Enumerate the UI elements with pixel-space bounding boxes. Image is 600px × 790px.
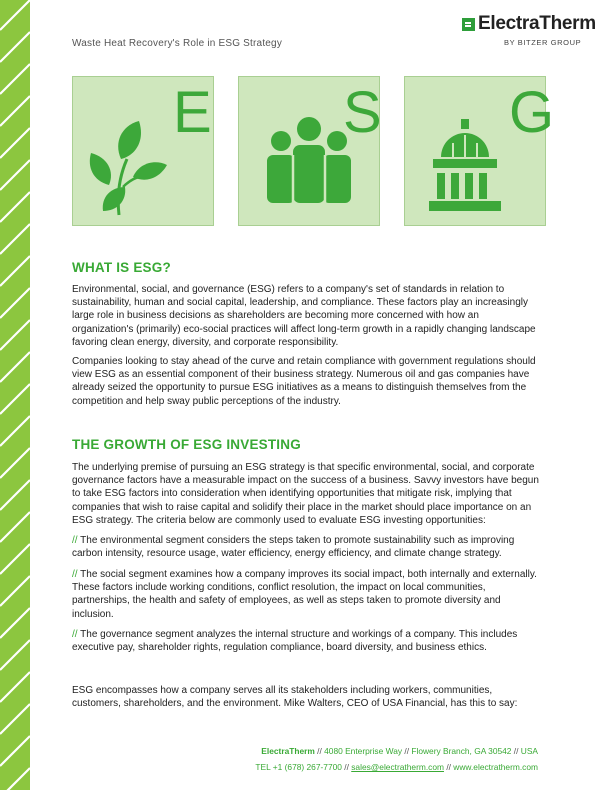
footer-separator: // bbox=[344, 762, 349, 772]
footer-address-line bbox=[261, 746, 538, 756]
environmental-segment-text: The environmental segment considers the steps taken to promote sustainability such as improving carbon intensity, resource usage, water efficiency, energy efficiency, and climate change strategy. bbox=[72, 535, 515, 560]
tile-letter: S bbox=[343, 80, 382, 145]
esg-tile-environmental bbox=[72, 76, 214, 226]
footer-city: Flowery Branch, GA 30542 bbox=[411, 746, 512, 756]
footer-separator: // bbox=[513, 746, 519, 756]
document-header-title: Waste Heat Recovery's Role in ESG Strategy bbox=[72, 38, 283, 49]
paragraph-esg-strategy: Companies looking to stay ahead of the curve and retain compliance with government regulations should view ESG as an essential component of their business strategy. Numerous oil and gas companies have already seized the opportunity to pursue ESG initiatives as a means to distinguish themselves from the competition and help sway public perceptions of the industry. bbox=[72, 356, 536, 407]
footer-country: USA bbox=[520, 746, 538, 756]
footer-contact-line bbox=[255, 762, 538, 772]
slash-marker: // bbox=[72, 629, 78, 640]
slash-marker: // bbox=[72, 535, 78, 546]
paragraph-esg-definition: Environmental, social, and governance (ESG) refers to a company's set of standards in relation to sustainability, human and social capital, leadership, and compliance. These factors play an increasingly large role in business decisions as shareholders are becoming more concerned with how an organization's (primarily) eco-social practices will affect long-term growth in a rapidly changing landscape favoring clean energy, diversity, and corporate responsibility. bbox=[72, 284, 536, 348]
footer-company: ElectraTherm bbox=[261, 746, 315, 756]
electratherm-logo bbox=[462, 13, 598, 52]
footer-address: 4080 Enterprise Way bbox=[324, 746, 403, 756]
footer-separator: // bbox=[446, 762, 451, 772]
decorative-diagonal-stripes bbox=[0, 0, 30, 790]
paragraph-growth-premise: The underlying premise of pursuing an ESG strategy is that specific environmental, social, and corporate governance factors have a measurable impact on the success of a business. Savvy investors have begun to take ESG factors into consideration when identifying opportunities that mitigate risk, implying that companies that wish to raise capital and solidify their place in the market should place importance on an ESG strategy. The criteria below are commonly used to evaluate ESG investing opportunities: bbox=[72, 462, 539, 526]
tile-letter: G bbox=[509, 80, 555, 145]
paragraph-social-segment bbox=[72, 568, 542, 621]
footer-website-link[interactable]: www.electratherm.com bbox=[453, 762, 538, 772]
logo-mark-icon bbox=[462, 18, 475, 31]
logo-subtitle: BY BITZER GROUP bbox=[504, 38, 582, 47]
esg-tile-governance bbox=[404, 76, 555, 226]
footer-separator: // bbox=[317, 746, 322, 756]
footer-email-link[interactable]: sales@electratherm.com bbox=[351, 762, 444, 772]
footer-separator: // bbox=[404, 746, 410, 756]
paragraph-environmental-segment bbox=[72, 534, 542, 560]
governance-segment-text: The governance segment analyzes the internal structure and workings of a company. This includes executive pay, shareholder rights, regulation compliance, board diversity, and business ethics. bbox=[72, 629, 518, 654]
social-segment-text: The social segment examines how a company improves its social impact, both internally and externally. These factors include working conditions, conflict resolution, the impact on local communities, partnerships, the health and safety of employees, as well as steps taken to promote diversity and inclusion. bbox=[72, 569, 537, 620]
esg-tile-social bbox=[238, 76, 380, 226]
footer-telephone: TEL +1 (678) 267-7700 bbox=[255, 762, 342, 772]
slash-marker: // bbox=[72, 569, 78, 580]
section-heading-growth: THE GROWTH OF ESG INVESTING bbox=[72, 437, 301, 452]
tile-letter: E bbox=[173, 80, 212, 145]
section-heading-what-is-esg: WHAT IS ESG? bbox=[72, 260, 171, 275]
paragraph-governance-segment bbox=[72, 628, 542, 654]
paragraph-closing: ESG encompasses how a company serves all its stakeholders including workers, communities, customers, shareholders, and the environment. Mike Walters, CEO of USA Financial, has this to say: bbox=[72, 685, 518, 710]
logo-name: ElectraTherm bbox=[478, 13, 596, 34]
